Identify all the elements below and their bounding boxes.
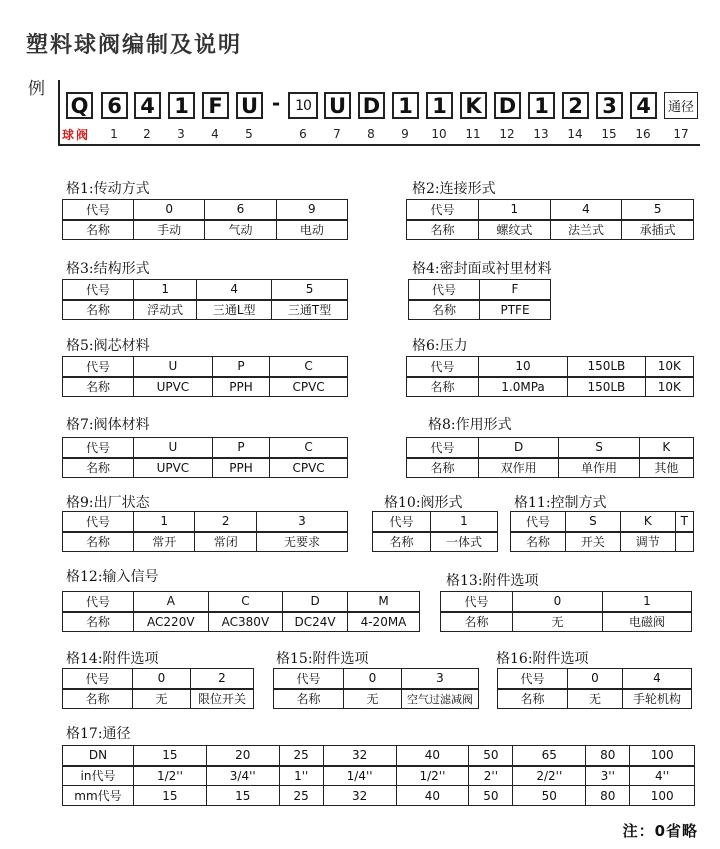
table-cell: T [675,512,693,532]
code-label: 球阀 [62,128,91,142]
table-cell: 10 [479,357,568,377]
table-cell: 代号 [63,512,134,532]
section-title-g2: 格2:连接形式 [412,181,496,197]
table-row [63,786,695,806]
table-cell: S [559,438,639,458]
table-cell [675,532,693,552]
table-cell: 电动 [276,220,347,240]
table-cell: 1 [134,280,197,300]
table-cell: 名称 [274,689,344,709]
table-cell: 名称 [63,689,133,709]
table-cell: A [134,592,209,612]
table-g6 [406,356,694,397]
table-row [498,689,692,709]
section-title-g16: 格16:附件选项 [496,651,589,667]
table-cell: PTFE [480,300,551,320]
page-title: 塑料球阀编制及说明 [26,33,243,58]
table-cell: 名称 [407,220,479,240]
section-title-g3: 格3:结构形式 [66,261,150,277]
table-cell: 4'' [630,766,695,786]
table-cell: 1 [134,512,195,532]
table-row [407,438,694,458]
table-row [63,438,348,458]
code-box-18: 通径 [664,92,698,119]
table-cell: 三通T型 [272,300,348,320]
table-row [407,377,694,397]
table-row [63,512,348,532]
section-title-g7: 格7:阀体材料 [66,417,150,433]
table-cell: AC380V [208,612,283,632]
table-row [63,200,348,220]
code-box-13: D [494,92,521,119]
table-cell: 2'' [469,766,513,786]
table-cell: 单作用 [559,458,639,478]
table-cell: 25 [279,786,323,806]
position-number: 5 [245,127,253,141]
table-cell: DN [63,746,134,766]
table-g4 [408,279,551,320]
table-cell: mm代号 [63,786,134,806]
code-box-8: U [324,92,351,119]
position-number: 4 [211,127,219,141]
table-row [63,357,348,377]
code-box-9: D [358,92,385,119]
footnote: 注：0省略 [622,822,698,840]
table-cell: 无 [513,612,603,632]
table-row [63,612,420,632]
section-title-g12: 格12:输入信号 [66,569,159,585]
table-cell: 名称 [409,300,480,320]
table-cell: 浮动式 [134,300,197,320]
table-g11 [510,511,694,552]
table-cell: M [348,592,420,612]
table-cell: 代号 [441,592,513,612]
table-cell: 40 [396,746,469,766]
table-cell: 5 [622,200,694,220]
table-cell: 20 [206,746,279,766]
code-box-12: K [460,92,487,119]
table-cell: 螺纹式 [479,220,551,240]
table-cell: 名称 [63,532,134,552]
table-cell: 无要求 [256,532,347,552]
example-label: 例 [28,79,45,99]
table-row [63,220,348,240]
table-cell: UPVC [134,458,213,478]
table-cell: 1 [431,512,498,532]
table-row [511,512,694,532]
position-number: 3 [177,127,185,141]
table-row [63,592,420,612]
table-cell: 常闭 [195,532,256,552]
section-title-g10: 格10:阀形式 [384,495,463,511]
table-cell: 1/2'' [396,766,469,786]
table-cell: 限位开关 [191,689,254,709]
table-cell: 0 [133,669,191,689]
code-box-4: 1 [168,92,195,119]
table-cell: 代号 [407,200,479,220]
table-cell: 1 [603,592,692,612]
table-cell: AC220V [134,612,209,632]
position-number: 10 [431,127,447,141]
table-cell: K [620,512,675,532]
table-cell: 5 [272,280,348,300]
table-cell: 一体式 [431,532,498,552]
table-cell: 名称 [498,689,568,709]
table-cell: 代号 [409,280,480,300]
section-title-g13: 格13:附件选项 [446,573,539,589]
table-g17 [62,745,695,806]
position-number: 14 [567,127,583,141]
table-cell: 3/4'' [206,766,279,786]
position-number: 11 [465,127,481,141]
table-cell: 其他 [639,458,693,478]
table-cell: 15 [134,786,207,806]
table-cell: 3'' [586,766,630,786]
table-cell: 名称 [63,220,134,240]
table-cell: 气动 [205,220,276,240]
table-cell: 50 [513,786,586,806]
table-cell: 名称 [63,612,134,632]
table-row [63,669,254,689]
code-box-16: 3 [596,92,623,119]
table-row [498,669,692,689]
section-title-g14: 格14:附件选项 [66,651,159,667]
table-cell: 0 [513,592,603,612]
table-cell: 4 [550,200,622,220]
table-row [407,200,694,220]
table-g12 [62,591,420,632]
table-row [63,766,695,786]
table-cell: 手动 [134,220,205,240]
table-cell: 25 [279,746,323,766]
table-g8 [406,437,694,478]
table-cell: 150LB [568,377,646,397]
table-row [407,357,694,377]
table-cell: 65 [513,746,586,766]
code-box-11: 1 [426,92,453,119]
table-cell: 4 [197,280,272,300]
table-cell: 80 [586,786,630,806]
section-title-g6: 格6:压力 [412,338,468,354]
table-cell: 2 [191,669,254,689]
table-cell: 法兰式 [550,220,622,240]
code-box-17: 4 [630,92,657,119]
table-cell: 代号 [407,357,479,377]
table-cell: CPVC [270,458,348,478]
table-cell: 代号 [63,200,134,220]
table-cell: 6 [205,200,276,220]
table-cell: 代号 [511,512,566,532]
position-number: 12 [499,127,515,141]
code-box-10: 1 [392,92,419,119]
table-cell: C [270,438,348,458]
code-box-3: 4 [134,92,161,119]
table-cell: 名称 [407,458,479,478]
table-g9 [62,511,348,552]
table-cell: 名称 [511,532,566,552]
table-cell: 150LB [568,357,646,377]
position-number: 15 [601,127,617,141]
section-title-g8: 格8:作用形式 [428,417,512,433]
table-cell: 2 [195,512,256,532]
position-number: 6 [299,127,307,141]
table-g15 [273,668,479,709]
table-cell: 代号 [63,438,134,458]
table-cell: 空气过滤减阀 [402,689,479,709]
table-cell: 1'' [279,766,323,786]
section-title-g9: 格9:出厂状态 [66,495,150,511]
code-box-7: 10 [288,92,318,119]
table-cell: 开关 [566,532,621,552]
table-cell: 名称 [441,612,513,632]
table-cell: 1 [479,200,551,220]
table-cell: 3 [256,512,347,532]
table-cell: F [480,280,551,300]
table-cell: 无 [568,689,623,709]
table-cell: 100 [630,786,695,806]
table-cell: 调节 [620,532,675,552]
code-box-5: F [202,92,229,119]
table-row [407,458,694,478]
position-number: 16 [635,127,651,141]
position-number: 17 [673,127,689,141]
table-cell: K [639,438,693,458]
table-cell: 名称 [407,377,479,397]
position-number: 9 [401,127,409,141]
table-cell: 代号 [63,592,134,612]
table-cell: 40 [396,786,469,806]
table-cell: 1/2'' [134,766,207,786]
table-cell: 2/2'' [513,766,586,786]
position-number: 8 [367,127,375,141]
table-cell: 100 [630,746,695,766]
table-cell: 双作用 [479,458,559,478]
code-box-6: U [236,92,263,119]
table-row [63,300,348,320]
table-cell: 1/4'' [323,766,396,786]
table-cell: 代号 [373,512,431,532]
table-cell: 3 [402,669,479,689]
table-cell: U [134,357,213,377]
table-cell: 32 [323,786,396,806]
table-row [63,377,348,397]
section-title-g11: 格11:控制方式 [514,495,607,511]
table-g1 [62,199,348,240]
table-row [274,689,479,709]
table-cell: PPH [212,377,269,397]
table-cell: 名称 [63,458,134,478]
table-cell: C [208,592,283,612]
table-row [409,300,551,320]
table-row [63,280,348,300]
table-cell: 50 [469,786,513,806]
table-cell: 代号 [63,280,134,300]
section-title-g15: 格15:附件选项 [276,651,369,667]
table-row [407,220,694,240]
table-cell: 0 [344,669,402,689]
table-cell: 4-20MA [348,612,420,632]
table-g10 [372,511,498,552]
table-row [373,512,498,532]
table-cell: D [283,592,348,612]
table-row [409,280,551,300]
table-cell: 4 [623,669,692,689]
table-cell: 15 [206,786,279,806]
table-cell: UPVC [134,377,213,397]
table-cell: 9 [276,200,347,220]
section-title-g5: 格5:阀芯材料 [66,338,150,354]
table-cell: 50 [469,746,513,766]
table-cell: 三通L型 [197,300,272,320]
code-box-2: 6 [101,92,128,119]
section-title-g4: 格4:密封面或衬里材料 [412,261,552,277]
table-cell: 名称 [63,300,134,320]
table-cell: 10K [645,357,693,377]
table-cell: 1.0MPa [479,377,568,397]
table-g13 [440,591,692,632]
position-number: 1 [110,127,118,141]
table-cell: 代号 [498,669,568,689]
section-title-g17: 格17:通径 [66,726,131,742]
table-cell: in代号 [63,766,134,786]
table-g14 [62,668,254,709]
position-number: 7 [333,127,341,141]
table-cell: CPVC [270,377,348,397]
table-row [373,532,498,552]
table-g16 [497,668,692,709]
table-row [63,689,254,709]
table-cell: 代号 [63,669,133,689]
table-cell: 手轮机构 [623,689,692,709]
table-row [63,458,348,478]
table-cell: 电磁阀 [603,612,692,632]
table-row [63,746,695,766]
table-cell: 名称 [373,532,431,552]
code-box-14: 1 [528,92,555,119]
table-cell: 10K [645,377,693,397]
table-row [441,592,692,612]
table-cell: S [566,512,621,532]
table-cell: P [212,438,269,458]
table-cell: 32 [323,746,396,766]
table-cell: 代号 [63,357,134,377]
table-cell: 0 [134,200,205,220]
table-g2 [406,199,694,240]
table-row [511,532,694,552]
table-g5 [62,356,348,397]
table-cell: 名称 [63,377,134,397]
position-number: 13 [533,127,549,141]
table-g7 [62,437,348,478]
table-cell: C [270,357,348,377]
table-cell: 15 [134,746,207,766]
table-row [441,612,692,632]
table-cell: 无 [133,689,191,709]
position-number: 2 [143,127,151,141]
table-cell: 常开 [134,532,195,552]
table-cell: DC24V [283,612,348,632]
table-cell: 0 [568,669,623,689]
table-row [274,669,479,689]
table-cell: 代号 [407,438,479,458]
table-cell: PPH [212,458,269,478]
table-cell: 承插式 [622,220,694,240]
table-row [63,532,348,552]
table-cell: 无 [344,689,402,709]
code-dash: - [271,91,281,115]
table-cell: U [134,438,213,458]
table-cell: D [479,438,559,458]
table-cell: 代号 [274,669,344,689]
code-box-15: 2 [562,92,589,119]
section-title-g1: 格1:传动方式 [66,181,150,197]
table-cell: P [212,357,269,377]
table-cell: 80 [586,746,630,766]
code-box-1: Q [66,92,93,119]
table-g3 [62,279,348,320]
